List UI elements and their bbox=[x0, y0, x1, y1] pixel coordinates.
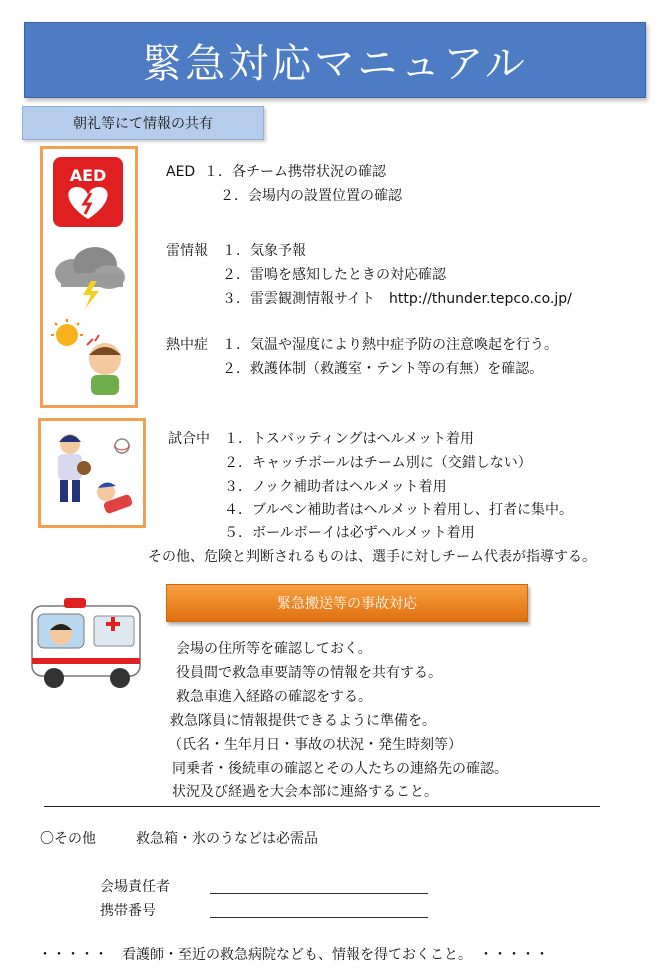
svg-text:AED: AED bbox=[69, 166, 107, 185]
heat-item-1: １．気温や湿度により熱中症予防の注意喚起を行う。 bbox=[222, 337, 558, 353]
transport-line-5: （氏名・生年月日・事故の状況・発生時刻等） bbox=[168, 737, 462, 753]
transport-line-6: 同乗者・後続車の確認とその人たちの連絡先の確認。 bbox=[172, 761, 508, 777]
game-note: その他、危険と判断されるものは、選手に対しチーム代表が指導する。 bbox=[148, 549, 596, 565]
aed-icon bbox=[53, 157, 123, 227]
divider bbox=[44, 806, 600, 807]
aed-label: AED bbox=[166, 164, 196, 180]
game-item-3: ３．ノック補助者はヘルメット着用 bbox=[224, 479, 447, 495]
thunder-label: 雷情報 bbox=[166, 243, 208, 259]
transport-line-2: 役員間で救急車要請等の情報を共有する。 bbox=[176, 665, 442, 681]
title-banner bbox=[24, 22, 646, 98]
phone-label: 携帯番号 bbox=[100, 903, 156, 919]
transport-banner: 緊急搬送等の事故対応 bbox=[166, 584, 528, 622]
other-text: 救急箱・氷のうなどは必需品 bbox=[136, 831, 318, 847]
venue-manager-label: 会場責任者 bbox=[100, 879, 170, 895]
footer-note: ・・・・・ 看護師・至近の救急病院なども、情報を得ておくこと。 ・・・・・ bbox=[38, 947, 549, 963]
heat-item-2: ２．救護体制（救護室・テント等の有無）を確認。 bbox=[222, 361, 544, 377]
game-item-4: ４．ブルペン補助者はヘルメット着用し、打者に集中。 bbox=[224, 502, 574, 518]
transport-line-1: 会場の住所等を確認しておく。 bbox=[176, 641, 372, 657]
transport-line-7: 状況及び経過を大会本部に連絡すること。 bbox=[172, 784, 438, 800]
game-label: 試合中 bbox=[168, 431, 210, 447]
heatstroke-icon bbox=[47, 317, 131, 397]
thunder-item-2: ２．雷鳴を感知したときの対応確認 bbox=[222, 267, 446, 283]
transport-line-3: 救急車進入経路の確認をする。 bbox=[176, 689, 372, 705]
section-heading: 朝礼等にて情報の共有 bbox=[22, 106, 264, 140]
other-label: 〇その他 bbox=[40, 831, 96, 847]
baseball-players-icon bbox=[44, 424, 140, 520]
thunder-item-3: ３．雷雲観測情報サイト http://thunder.tepco.co.jp/ bbox=[222, 291, 572, 307]
heat-label: 熱中症 bbox=[166, 337, 208, 353]
illustration-frame bbox=[40, 146, 138, 408]
game-item-1: １．トスバッティングはヘルメット着用 bbox=[224, 431, 475, 447]
transport-line-4: 救急隊員に情報提供できるように準備を。 bbox=[170, 713, 436, 729]
ambulance-icon bbox=[24, 594, 148, 694]
phone-field bbox=[210, 917, 428, 918]
thunder-item-1: １．気象予報 bbox=[222, 243, 306, 259]
game-item-5: ５．ボールボーイは必ずヘルメット着用 bbox=[224, 525, 475, 541]
game-item-2: ２．キャッチボールはチーム別に（交錯しない） bbox=[224, 455, 532, 471]
baseball-illustration-frame bbox=[38, 418, 146, 528]
thunder-cloud-icon bbox=[47, 241, 131, 311]
venue-manager-field bbox=[210, 893, 428, 894]
aed-item-1: １．各チーム携帯状況の確認 bbox=[204, 164, 386, 180]
aed-item-2: ２．会場内の設置位置の確認 bbox=[220, 188, 402, 204]
page-title: 緊急対応マニュアル bbox=[142, 40, 528, 87]
